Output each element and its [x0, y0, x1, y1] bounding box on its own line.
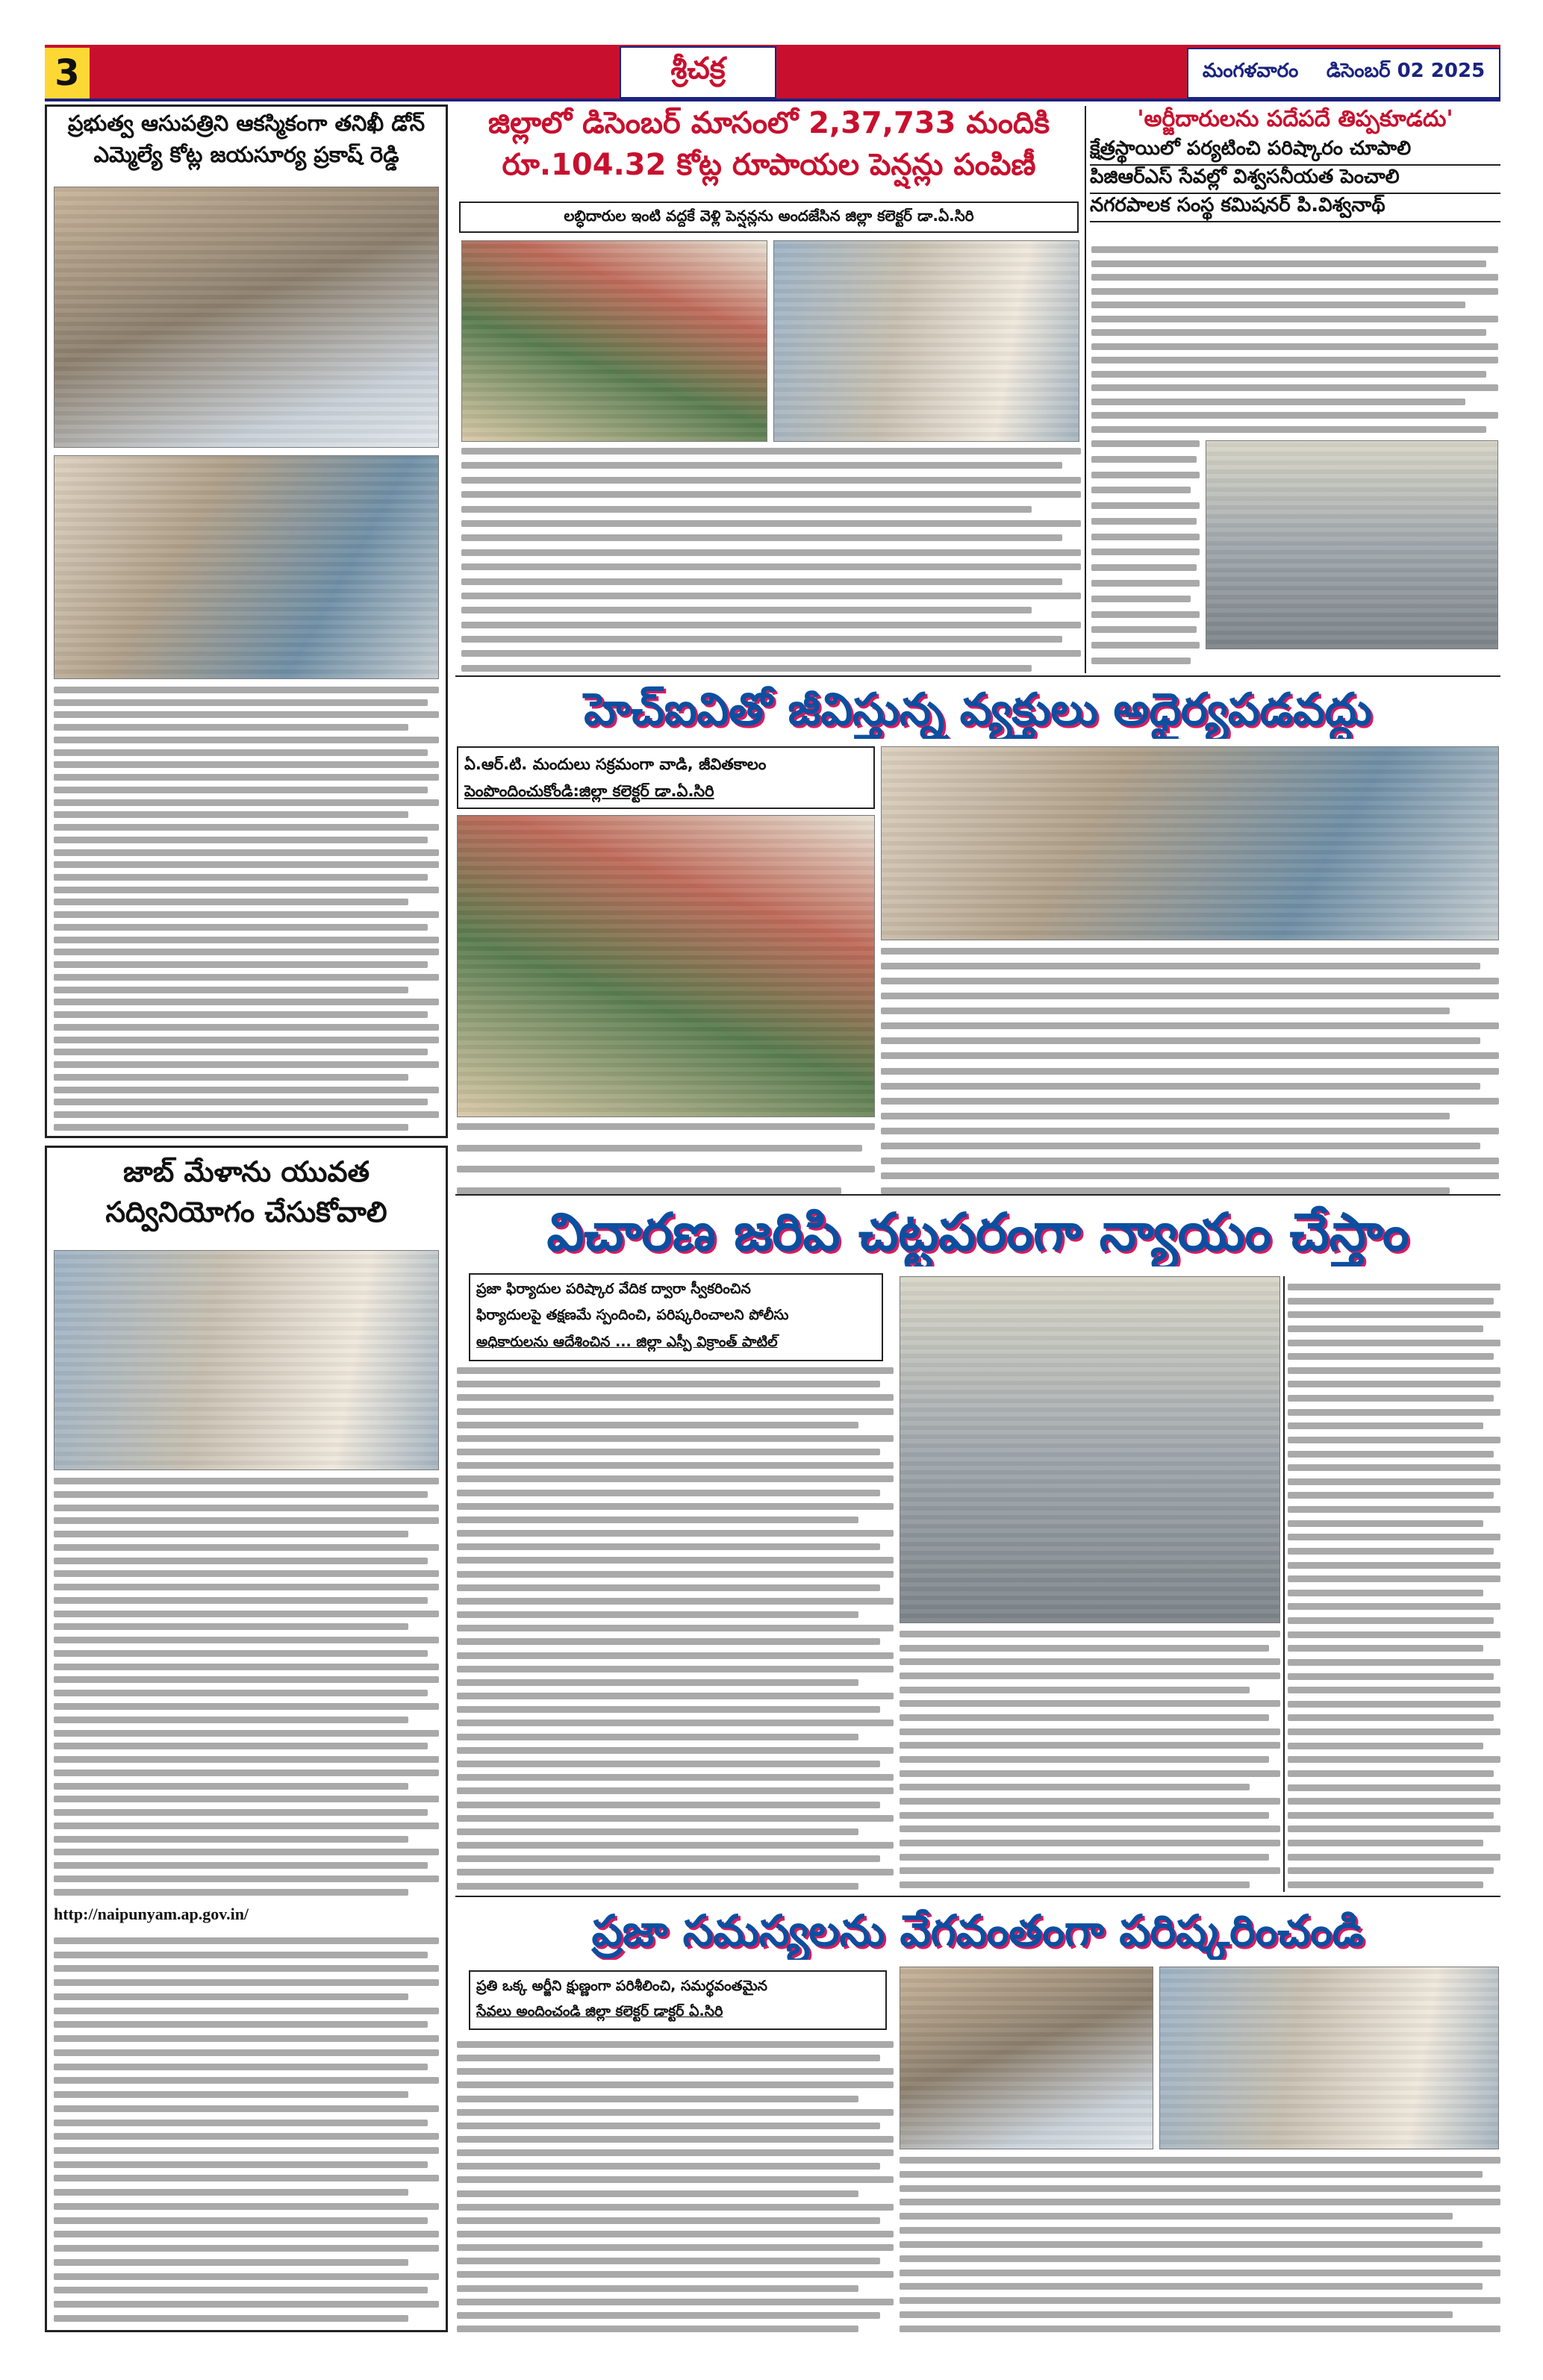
grievance-photo-1	[900, 1967, 1153, 2149]
masthead-date: డిసెంబర్ 02 2025	[1326, 60, 1486, 82]
column-rule-top	[1085, 106, 1086, 673]
masthead-day: మంగళవారం	[1202, 60, 1299, 82]
don-headline-line2: ఎమ్మెల్యే కోట్ల జయసూర్య ప్రకాష్ రెడ్డి	[93, 142, 399, 167]
date-panel	[1187, 48, 1500, 99]
don-article-body	[54, 687, 439, 1131]
hiv-rally-photo-1	[457, 815, 875, 1117]
pension-photo-2	[773, 240, 1079, 442]
paper-logo	[620, 46, 776, 99]
paper-name: శ్రీచక్ర	[670, 51, 726, 86]
sp-headline: విచారణ జరిపి చట్టపరంగా న్యాయం చేస్తాం	[546, 1202, 1409, 1263]
don-hospital-photo-1	[54, 187, 439, 448]
grievance-article-body-left	[457, 2041, 894, 2332]
sp-subhead-line2: ఫిర్యాదులపై తక్షణమే స్పందించి, పరిష్కరించాలని పోలీసు	[476, 1307, 789, 1324]
sp-subhead-line1: ప్రజా ఫిర్యాదుల పరిష్కార వేదిక ద్వారా స్వీకరించిన	[476, 1281, 751, 1298]
hiv-article-body-right	[881, 948, 1499, 1194]
commissioner-headline-line4: నగరపాలక సంస్థ కమిషనర్ పి.విశ్వనాథ్	[1090, 194, 1500, 222]
commissioner-headline	[1090, 106, 1500, 222]
hiv-headline: హెచ్ఐవితో జీవిస్తున్న వ్యక్తులు అధైర్యపడవద్దు	[584, 684, 1372, 736]
hiv-subhead-box	[457, 746, 875, 809]
commissioner-headline-line1: 'అర్జీదారులను పదేపదే తిప్పకూడదు'	[1137, 106, 1453, 132]
page-number: 3	[54, 52, 80, 94]
grievance-headline: ప్రజా సమస్యలను వేగవంతంగా పరిష్కరించండి	[591, 1905, 1365, 1956]
pension-headline-line1: జిల్లాలో డిసెంబర్ మాసంలో 2,37,733 మందికి	[487, 106, 1050, 140]
column-rule-sp	[1283, 1276, 1285, 1892]
grievance-subhead-line2: సేవలు అందించండి జిల్లా కలెక్టర్ డాక్టర్ ఏ.సిరి	[476, 2002, 723, 2020]
commissioner-headline-line3: పిజిఆర్ఎస్ సేవల్లో విశ్వసనీయత పెంచాలి	[1090, 166, 1500, 194]
page-number-badge	[45, 48, 90, 99]
sp-article-body-left	[457, 1367, 894, 1890]
hiv-subhead-line2: పెంపొందించుకోండి:జిల్లా కలెక్టర్ డా.ఏ.సిరి	[464, 782, 714, 800]
grievance-subhead-box	[469, 1970, 887, 2030]
commissioner-photo	[1206, 440, 1498, 649]
section-rule-hiv	[455, 675, 1500, 677]
hiv-subhead-line1: ఏ.ఆర్.టి. మందులు సక్రమంగా వాడి, జీవితకాలం	[464, 755, 767, 773]
commissioner-headline-line2: క్షేత్రస్థాయిలో పర్యటించి పరిష్కారం చూపాలి	[1090, 137, 1500, 166]
sp-article-body-bottom	[900, 1631, 1280, 1888]
job-mela-url[interactable]: http://naipunyam.ap.gov.in/	[54, 1905, 249, 1923]
commissioner-article-body-side	[1091, 440, 1200, 664]
job-mela-body-top	[54, 1478, 439, 1896]
commissioner-article-body-top	[1091, 246, 1498, 433]
sp-article-body-right	[1288, 1284, 1500, 1888]
sp-subhead-line3: అధికారులను ఆదేశించిన ... జిల్లా ఎస్పీ విక్రాంత్ పాటిల్	[476, 1333, 778, 1350]
job-mela-headline-line2: సద్వినియోగం చేసుకోవాలి	[105, 1196, 387, 1228]
pension-headline	[455, 106, 1082, 190]
don-headline	[52, 110, 440, 173]
sp-subhead-box	[469, 1273, 883, 1361]
grievance-subhead-line1: ప్రతి ఒక్క అర్జీని క్షుణ్ణంగా పరిశీలించి, సమర్థవంతమైన	[476, 1977, 768, 1994]
job-mela-headline	[52, 1155, 440, 1236]
hiv-article-body-left	[457, 1123, 875, 1194]
pension-photo-1	[461, 240, 767, 442]
don-hospital-photo-2	[54, 455, 439, 679]
pension-subhead: లబ్ధిదారుల ఇంటి వద్దకే వెళ్లి పెన్షన్లను అందజేసిన జిల్లా కలెక్టర్ డా.ఏ.సిరి	[459, 202, 1079, 233]
job-mela-headline-line1: జాబ్ మేళాను యువత	[122, 1155, 370, 1188]
job-mela-photo	[54, 1250, 439, 1470]
section-rule-sp	[455, 1194, 1500, 1196]
don-headline-line1: ప్రభుత్వ ఆసుపత్రిని ఆకస్మికంగా తనిఖీ డోన్	[67, 110, 426, 136]
job-mela-body-bottom	[54, 1937, 439, 2322]
grievance-photo-2	[1159, 1967, 1499, 2149]
hiv-rally-photo-2	[881, 746, 1499, 940]
sp-office-photo	[900, 1276, 1280, 1623]
pension-article-body	[461, 448, 1081, 672]
grievance-article-body-right	[900, 2157, 1500, 2332]
pension-headline-line2: రూ.104.32 కోట్ల రూపాయల పెన్షన్లు పంపిణీ	[502, 148, 1036, 182]
section-rule-grievance	[455, 1896, 1500, 1897]
